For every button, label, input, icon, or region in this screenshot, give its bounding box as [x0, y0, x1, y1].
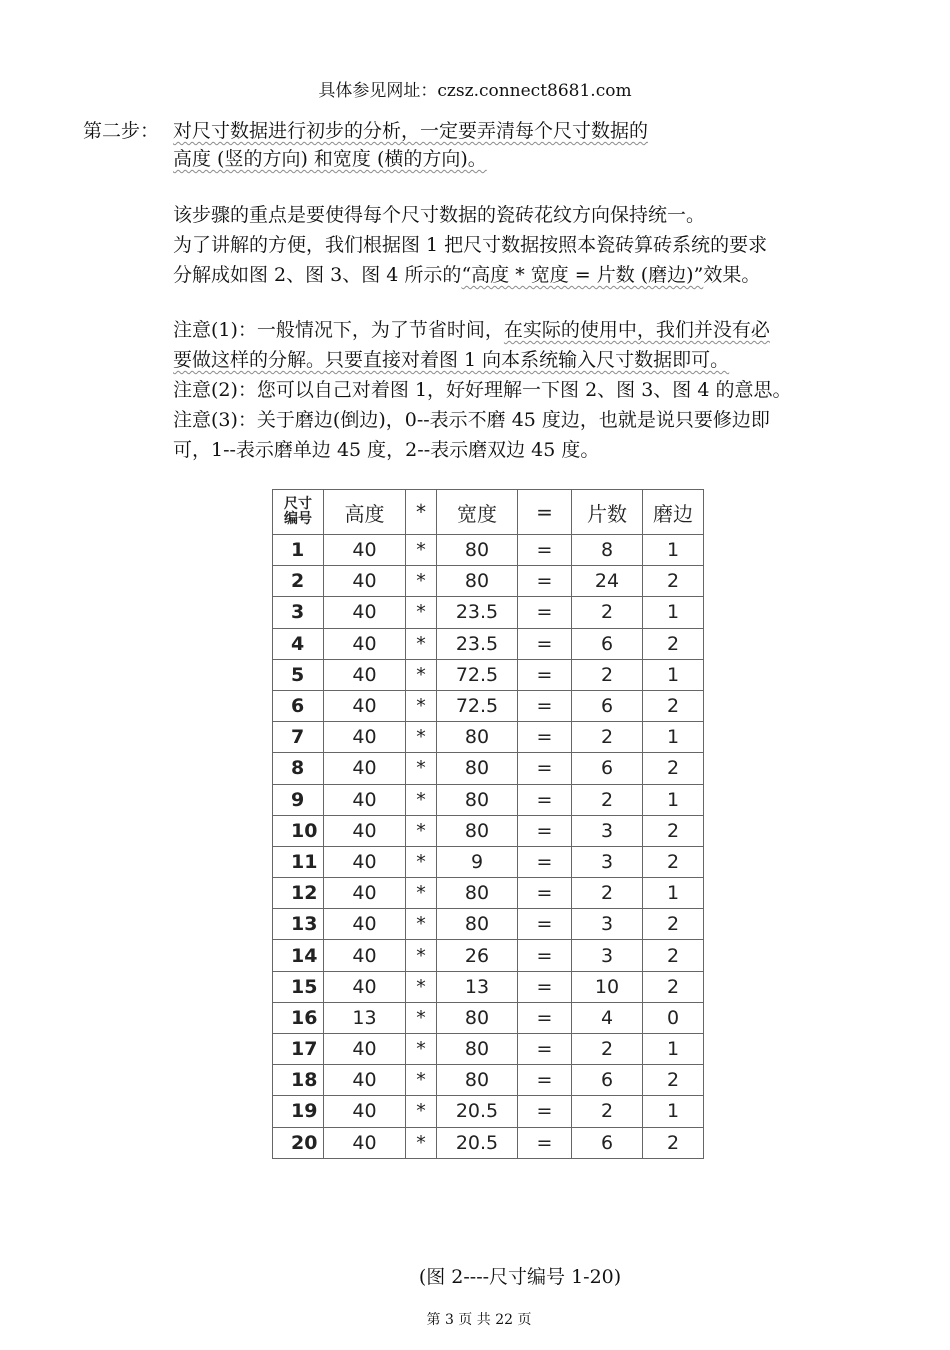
header-size-id	[273, 490, 324, 535]
cell-times-sign: *	[406, 535, 437, 566]
cell-times-sign: *	[406, 597, 437, 628]
cell-edging: 2	[643, 566, 704, 597]
cell-width: 13	[437, 971, 518, 1002]
cell-size-id: 11	[273, 846, 324, 877]
header-times: *	[406, 490, 437, 535]
cell-height: 40	[324, 971, 406, 1002]
header-width: 宽度	[437, 490, 518, 535]
intro-line-3-post: 效果。	[703, 264, 761, 286]
cell-height: 13	[324, 1002, 406, 1033]
cell-equals-sign: =	[518, 722, 572, 753]
cell-width: 80	[437, 878, 518, 909]
step-label: 第二步：	[83, 120, 160, 142]
cell-pieces: 3	[572, 909, 643, 940]
note-3-line-1: 注意(3)：关于磨边(倒边)，0--表示不磨 45 度边，也就是说只要修边即	[173, 409, 770, 431]
cell-width: 72.5	[437, 659, 518, 690]
cell-pieces: 6	[572, 753, 643, 784]
header-pieces: 片数	[572, 490, 643, 535]
cell-size-id: 4	[273, 628, 324, 659]
table-row	[273, 659, 704, 690]
cell-equals-sign: =	[518, 1065, 572, 1096]
cell-times-sign: *	[406, 878, 437, 909]
table-row	[273, 1065, 704, 1096]
cell-edging: 2	[643, 846, 704, 877]
cell-times-sign: *	[406, 1127, 437, 1158]
size-data-table	[272, 489, 704, 1159]
cell-height: 40	[324, 940, 406, 971]
cell-times-sign: *	[406, 909, 437, 940]
table-row	[273, 1034, 704, 1065]
cell-edging: 1	[643, 597, 704, 628]
cell-width: 23.5	[437, 628, 518, 659]
cell-height: 40	[324, 566, 406, 597]
cell-equals-sign: =	[518, 909, 572, 940]
cell-pieces: 3	[572, 815, 643, 846]
cell-width: 26	[437, 940, 518, 971]
cell-height: 40	[324, 909, 406, 940]
cell-height: 40	[324, 1065, 406, 1096]
cell-size-id: 14	[273, 940, 324, 971]
cell-times-sign: *	[406, 1034, 437, 1065]
cell-equals-sign: =	[518, 878, 572, 909]
table-row	[273, 878, 704, 909]
cell-width: 80	[437, 566, 518, 597]
cell-edging: 1	[643, 878, 704, 909]
notes-paragraph	[173, 315, 883, 465]
cell-size-id: 20	[273, 1127, 324, 1158]
table-row	[273, 1002, 704, 1033]
cell-equals-sign: =	[518, 690, 572, 721]
cell-pieces: 6	[572, 628, 643, 659]
cell-equals-sign: =	[518, 753, 572, 784]
cell-edging: 2	[643, 940, 704, 971]
cell-times-sign: *	[406, 659, 437, 690]
note-1-b: 在实际的使用中，我们并没有必	[503, 319, 770, 341]
table-row	[273, 1096, 704, 1127]
cell-equals-sign: =	[518, 1096, 572, 1127]
cell-edging: 2	[643, 909, 704, 940]
cell-height: 40	[324, 846, 406, 877]
cell-times-sign: *	[406, 815, 437, 846]
cell-edging: 1	[643, 1034, 704, 1065]
cell-equals-sign: =	[518, 659, 572, 690]
cell-height: 40	[324, 878, 406, 909]
cell-equals-sign: =	[518, 1002, 572, 1033]
cell-equals-sign: =	[518, 566, 572, 597]
cell-pieces: 24	[572, 566, 643, 597]
intro-line-2: 为了讲解的方便，我们根据图 1 把尺寸数据按照本瓷砖算砖系统的要求	[173, 234, 768, 256]
step-line-1: 对尺寸数据进行初步的分析，一定要弄清每个尺寸数据的	[173, 120, 649, 142]
cell-size-id: 18	[273, 1065, 324, 1096]
cell-size-id: 16	[273, 1002, 324, 1033]
table-row	[273, 753, 704, 784]
cell-width: 80	[437, 1065, 518, 1096]
cell-edging: 1	[643, 535, 704, 566]
cell-height: 40	[324, 659, 406, 690]
cell-size-id: 12	[273, 878, 324, 909]
cell-pieces: 2	[572, 878, 643, 909]
cell-height: 40	[324, 628, 406, 659]
cell-width: 23.5	[437, 597, 518, 628]
cell-edging: 1	[643, 784, 704, 815]
cell-pieces: 2	[572, 722, 643, 753]
cell-edging: 2	[643, 1065, 704, 1096]
cell-width: 80	[437, 1034, 518, 1065]
cell-width: 80	[437, 535, 518, 566]
cell-size-id: 3	[273, 597, 324, 628]
cell-height: 40	[324, 1127, 406, 1158]
table-row	[273, 535, 704, 566]
cell-equals-sign: =	[518, 628, 572, 659]
cell-width: 9	[437, 846, 518, 877]
header-height: 高度	[324, 490, 406, 535]
cell-size-id: 9	[273, 784, 324, 815]
cell-times-sign: *	[406, 566, 437, 597]
cell-edging: 1	[643, 659, 704, 690]
cell-width: 20.5	[437, 1127, 518, 1158]
cell-size-id: 17	[273, 1034, 324, 1065]
cell-width: 80	[437, 753, 518, 784]
cell-size-id: 10	[273, 815, 324, 846]
intro-line-1: 该步骤的重点是要使得每个尺寸数据的瓷砖花纹方向保持统一。	[173, 204, 706, 226]
figure-caption: (图 2----尺寸编号 1-20)	[418, 1266, 622, 1288]
cell-size-id: 7	[273, 722, 324, 753]
table-header-row	[273, 490, 704, 535]
table-row	[273, 971, 704, 1002]
cell-height: 40	[324, 815, 406, 846]
cell-pieces: 8	[572, 535, 643, 566]
cell-width: 80	[437, 722, 518, 753]
cell-equals-sign: =	[518, 535, 572, 566]
cell-times-sign: *	[406, 753, 437, 784]
header-edging: 磨边	[643, 490, 704, 535]
cell-times-sign: *	[406, 784, 437, 815]
cell-size-id: 15	[273, 971, 324, 1002]
cell-pieces: 2	[572, 1034, 643, 1065]
cell-edging: 2	[643, 1127, 704, 1158]
cell-equals-sign: =	[518, 815, 572, 846]
cell-times-sign: *	[406, 690, 437, 721]
table-row	[273, 597, 704, 628]
cell-pieces: 2	[572, 597, 643, 628]
cell-edging: 2	[643, 971, 704, 1002]
table-row	[273, 1127, 704, 1158]
cell-edging: 0	[643, 1002, 704, 1033]
cell-size-id: 6	[273, 690, 324, 721]
cell-size-id: 5	[273, 659, 324, 690]
cell-edging: 1	[643, 1096, 704, 1127]
cell-pieces: 3	[572, 846, 643, 877]
table-row	[273, 784, 704, 815]
header-size-id-label: 尺寸编号	[284, 496, 312, 527]
cell-height: 40	[324, 1096, 406, 1127]
cell-equals-sign: =	[518, 940, 572, 971]
cell-width: 80	[437, 815, 518, 846]
cell-equals-sign: =	[518, 597, 572, 628]
cell-width: 80	[437, 909, 518, 940]
cell-times-sign: *	[406, 628, 437, 659]
cell-times-sign: *	[406, 846, 437, 877]
table-row	[273, 690, 704, 721]
cell-edging: 2	[643, 628, 704, 659]
intro-paragraph	[173, 200, 883, 290]
cell-width: 80	[437, 784, 518, 815]
cell-height: 40	[324, 597, 406, 628]
cell-pieces: 3	[572, 940, 643, 971]
cell-size-id: 1	[273, 535, 324, 566]
note-1-line-1	[173, 315, 883, 345]
page-footer: 第 3 页 共 22 页	[426, 1312, 532, 1328]
table-body	[273, 535, 704, 1159]
intro-line-3	[173, 260, 883, 290]
step-line-2: 高度 (竖的方向) 和宽度 (横的方向)。	[173, 148, 487, 170]
cell-pieces: 2	[572, 1096, 643, 1127]
cell-pieces: 4	[572, 1002, 643, 1033]
note-2: 注意(2)：您可以自己对着图 1，好好理解一下图 2、图 3、图 4 的意思。	[173, 379, 792, 401]
cell-equals-sign: =	[518, 1034, 572, 1065]
page-header-url: 具体参见网址：czsz.connect8681.com	[318, 81, 632, 101]
cell-equals-sign: =	[518, 784, 572, 815]
table-row	[273, 566, 704, 597]
cell-edging: 1	[643, 722, 704, 753]
cell-pieces: 6	[572, 1127, 643, 1158]
table-row	[273, 815, 704, 846]
cell-height: 40	[324, 535, 406, 566]
cell-height: 40	[324, 753, 406, 784]
table-row	[273, 628, 704, 659]
cell-height: 40	[324, 690, 406, 721]
cell-height: 40	[324, 1034, 406, 1065]
cell-pieces: 10	[572, 971, 643, 1002]
cell-size-id: 2	[273, 566, 324, 597]
header-equals: =	[518, 490, 572, 535]
cell-equals-sign: =	[518, 846, 572, 877]
note-1-a: 注意(1)：一般情况下，为了节省时间，	[173, 319, 504, 341]
note-1-line-2	[173, 345, 883, 375]
cell-height: 40	[324, 784, 406, 815]
cell-edging: 2	[643, 690, 704, 721]
intro-line-3-pre: 分解成如图 2、图 3、图 4 所示的	[173, 264, 462, 286]
cell-pieces: 6	[572, 690, 643, 721]
table-row	[273, 846, 704, 877]
cell-times-sign: *	[406, 1096, 437, 1127]
cell-pieces: 2	[572, 784, 643, 815]
cell-width: 72.5	[437, 690, 518, 721]
step-two-block	[83, 117, 648, 173]
table-row	[273, 940, 704, 971]
cell-height: 40	[324, 722, 406, 753]
cell-times-sign: *	[406, 1065, 437, 1096]
cell-size-id: 8	[273, 753, 324, 784]
cell-edging: 2	[643, 815, 704, 846]
cell-pieces: 6	[572, 1065, 643, 1096]
note-1-c: 要做这样的分解。只要直接对着图 1 向本系统输入尺寸数据即可。	[173, 349, 730, 371]
cell-edging: 2	[643, 753, 704, 784]
table-row	[273, 909, 704, 940]
table-row	[273, 722, 704, 753]
cell-pieces: 2	[572, 659, 643, 690]
cell-times-sign: *	[406, 971, 437, 1002]
format-formula: “高度 * 宽度 = 片数 (磨边)”	[461, 264, 704, 286]
cell-times-sign: *	[406, 940, 437, 971]
cell-times-sign: *	[406, 1002, 437, 1033]
cell-size-id: 13	[273, 909, 324, 940]
cell-size-id: 19	[273, 1096, 324, 1127]
cell-width: 80	[437, 1002, 518, 1033]
cell-width: 20.5	[437, 1096, 518, 1127]
cell-equals-sign: =	[518, 1127, 572, 1158]
cell-times-sign: *	[406, 722, 437, 753]
note-3-line-2: 可，1--表示磨单边 45 度，2--表示磨双边 45 度。	[173, 439, 600, 461]
cell-equals-sign: =	[518, 971, 572, 1002]
